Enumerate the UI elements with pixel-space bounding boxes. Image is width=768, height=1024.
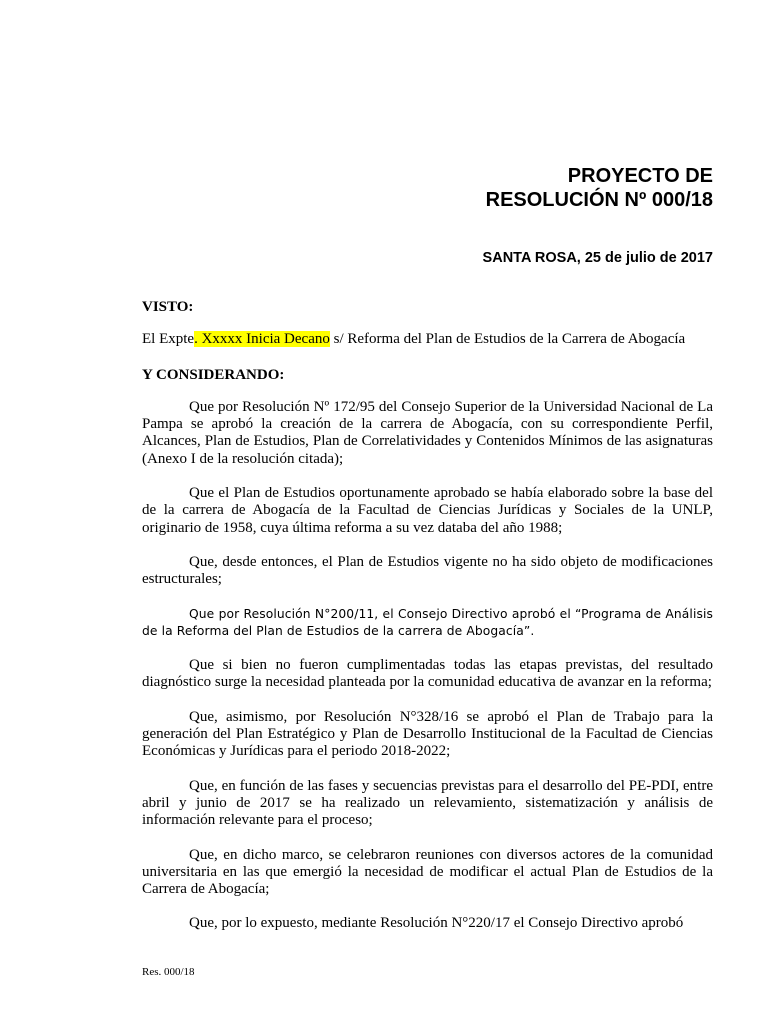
- considerando-paragraph: Que, desde entonces, el Plan de Estudios vigente no ha sido objeto de modificaciones estructurales;: [142, 553, 713, 588]
- considerando-paragraph: Que el Plan de Estudios oportunamente aprobado se había elaborado sobre la base del de la carrera de Abogacía de la Facultad de Ciencias Jurídicas y Sociales de la UNLP, originario de 1958, cuya última reforma a su vez databa del año 1988;: [142, 485, 713, 536]
- document-title: [486, 164, 713, 212]
- expte-line: [142, 331, 713, 348]
- considerando-paragraph: Que, en dicho marco, se celebraron reuniones con diversos actores de la comunidad universitaria en las que emergió la necesidad de modificar el actual Plan de Estudios de la Carrera de Abogacía;: [142, 846, 713, 898]
- considerando-heading: Y CONSIDERANDO:: [142, 366, 285, 383]
- title-line-2: RESOLUCIÓN Nº 000/18: [485, 189, 713, 211]
- considerando-paragraph: Que, asimismo, por Resolución N°328/16 se aprobó el Plan de Trabajo para la generación del Plan Estratégico y Plan de Desarrollo Institucional de la Facultad de Ciencias Económicas y Jurídicas para el periodo 2018-2022;: [142, 708, 713, 760]
- dateline: SANTA ROSA, 25 de julio de 2017: [482, 250, 713, 266]
- considerando-paragraph: Que, por lo expuesto, mediante Resolución N°220/17 el Consejo Directivo aprobó: [189, 915, 684, 932]
- considerando-paragraph: Que, en función de las fases y secuencias previstas para el desarrollo del PE-PDI, entre abril y junio de 2017 se ha realizado un relevamiento, sistematización y análisis de información relevante para el proceso;: [142, 777, 713, 829]
- title-line-1: PROYECTO DE: [567, 165, 713, 187]
- visto-heading: VISTO:: [142, 299, 194, 315]
- document-body: [142, 299, 713, 950]
- considerando-paragraph: Que por Resolución Nº 172/95 del Consejo Superior de la Universidad Nacional de La Pampa se aprobó la creación de la carrera de Abogacía, con su correspondiente Perfil, Alcances, Plan de Estudios, Plan de Correlatividades y Contenidos Mínimos de las asignaturas (Anexo I de la resolución citada);: [142, 398, 713, 467]
- expte-suffix: s/ Reforma del Plan de Estudios de la Carrera de Abogacía: [329, 331, 686, 348]
- page-footer: Res. 000/18: [142, 966, 195, 978]
- considerando-paragraph: Que si bien no fueron cumplimentadas todas las etapas previstas, del resultado diagnóstico surge la necesidad planteada por la comunidad educativa de avanzar en la reforma;: [142, 657, 713, 691]
- considerando-paragraph: Que por Resolución N°200/11, el Consejo Directivo aprobó el “Programa de Análisis de la Reforma del Plan de Estudios de la carrera de Abogacía”.: [142, 606, 713, 638]
- expte-prefix: El Expte: [142, 331, 195, 348]
- expte-highlight: . Xxxxx Inicia Decano: [194, 331, 330, 348]
